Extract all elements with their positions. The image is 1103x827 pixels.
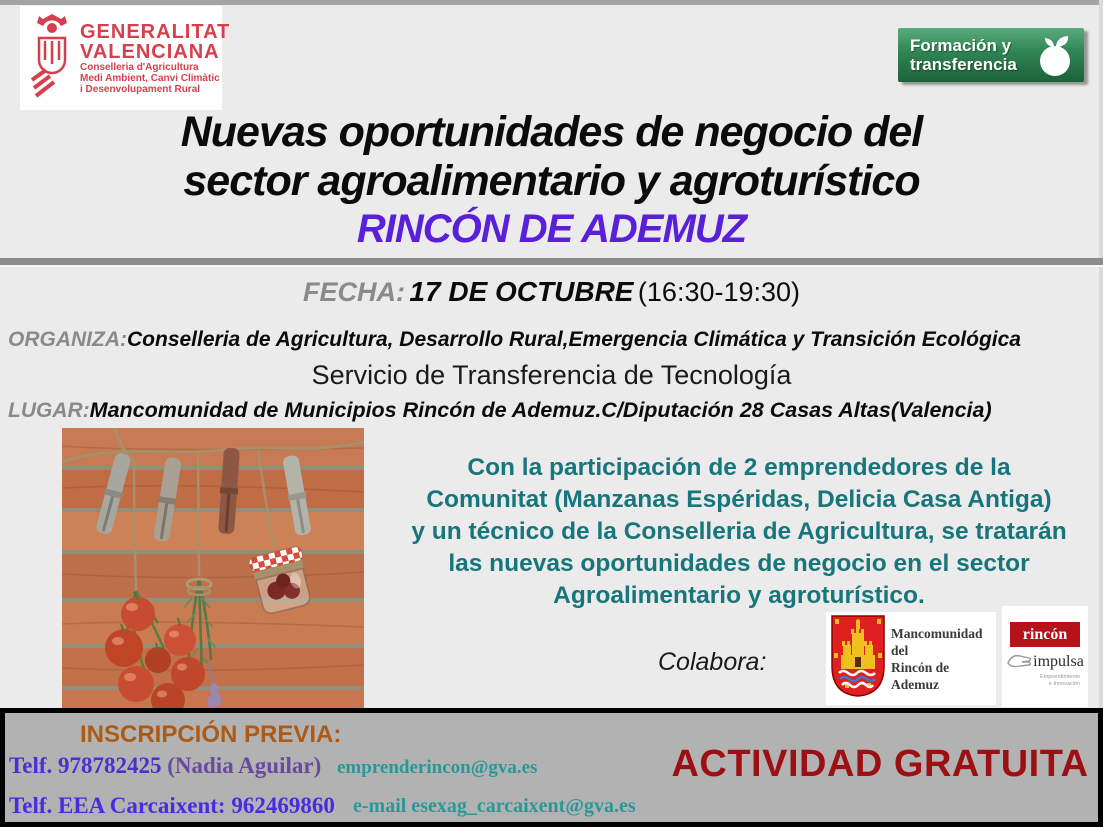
mancomunidad-line2: Rincón de Ademuz: [891, 659, 950, 692]
gva-sub-line2: Medi Ambient, Canvi Climàtic: [80, 72, 220, 84]
poster-title: [0, 108, 1103, 252]
organiza-subtitle: Servicio de Transferencia de Tecnología: [311, 360, 792, 390]
lugar-row: [8, 398, 1100, 423]
organiza-value: Conselleria de Agricultura, Desarrollo Rural,Emergencia Climática y Transición Ecológica: [127, 328, 1021, 351]
divider-bar: [0, 258, 1103, 267]
mancomunidad-shield-icon: [829, 613, 887, 704]
rincon-impulsa-logo: [1002, 606, 1088, 707]
fruit-icon: [1034, 34, 1076, 83]
phone-line-2: Telf. EEA Carcaixent: 962469860: [9, 793, 335, 818]
impulsa-hand-icon: [1006, 649, 1032, 674]
impulsa-tagline: [1002, 674, 1088, 688]
description-paragraph: [378, 452, 1100, 612]
gva-sub-line3: i Desenvolupament Rural: [80, 83, 201, 95]
organiza-row: [8, 328, 1100, 352]
inscripcion-heading: INSCRIPCIÓN PREVIA:: [80, 721, 342, 748]
fecha-time: (16:30-19:30): [637, 277, 801, 307]
paragraph-line: Comunitat (Manzanas Espéridas, Delicia Casa Antiga): [426, 486, 1052, 513]
title-line2: sector agroalimentario y agroturístico: [183, 157, 920, 205]
generalitat-logo-text: [80, 22, 230, 95]
gva-title-line1: GENERALITAT: [80, 20, 231, 43]
gva-sub-line1: Conselleria d'Agricultura: [80, 61, 199, 73]
mancomunidad-label: [891, 625, 993, 693]
gva-title-line2: VALENCIANA: [80, 40, 220, 63]
phone1-number: Telf. 978782425: [9, 753, 162, 778]
lugar-label: LUGAR:: [8, 399, 90, 422]
mancomunidad-line1: Mancomunidad del: [891, 625, 983, 658]
generalitat-valenciana-logo: [20, 6, 231, 110]
paragraph-line: Con la participación de 2 emprendedores de la: [467, 454, 1011, 481]
actividad-gratuita-label: ACTIVIDAD GRATUITA: [671, 743, 1089, 785]
impulsa-word-impulsa: impulsa: [1033, 652, 1084, 670]
badge-line2: transferencia: [910, 55, 1017, 74]
paragraph-line: y un técnico de la Conselleria de Agricultura, se tratarán: [411, 518, 1067, 545]
phone1-contact-name: (Nadia Aguilar): [167, 753, 322, 778]
impulsa-tagline-line1: Emprendimiento: [1039, 674, 1080, 680]
badge-line1: Formación y: [910, 36, 1012, 55]
phone-line-1: [9, 753, 321, 779]
formacion-transferencia-badge: [898, 28, 1084, 82]
impulsa-word-row: [1002, 649, 1088, 674]
fecha-label: FECHA:: [302, 277, 405, 307]
impulsa-word-rincon: rincón: [1010, 622, 1080, 647]
fecha-row: [0, 276, 1103, 308]
mancomunidad-logo: [826, 612, 996, 705]
fecha-value: 17 DE OCTUBRE: [409, 276, 634, 307]
top-border-strip: [0, 0, 1103, 5]
impulsa-tagline-line2: e Innovación: [1048, 681, 1080, 687]
badge-label: [910, 36, 1017, 74]
colabora-label: Colabora:: [658, 648, 767, 676]
title-line1: Nuevas oportunidades de negocio del: [180, 108, 923, 156]
email-2: e-mail esexag_carcaixent@gva.es: [353, 795, 636, 817]
paragraph-line: Agroalimentario y agroturístico.: [553, 582, 925, 609]
email-1: emprenderincon@gva.es: [337, 757, 538, 778]
organiza-label: ORGANIZA:: [8, 328, 127, 351]
generalitat-emblem-icon: [26, 8, 78, 109]
event-photo: [62, 428, 364, 712]
paragraph-line: las nuevas oportunidades de negocio en el sector: [448, 550, 1030, 577]
footer-contact-bar: [0, 708, 1103, 827]
lugar-value: Mancomunidad de Municipios Rincón de Ademuz.C/Diputación 28 Casas Altas(Valencia): [89, 398, 992, 422]
title-location: RINCÓN DE ADEMUZ: [356, 207, 747, 251]
